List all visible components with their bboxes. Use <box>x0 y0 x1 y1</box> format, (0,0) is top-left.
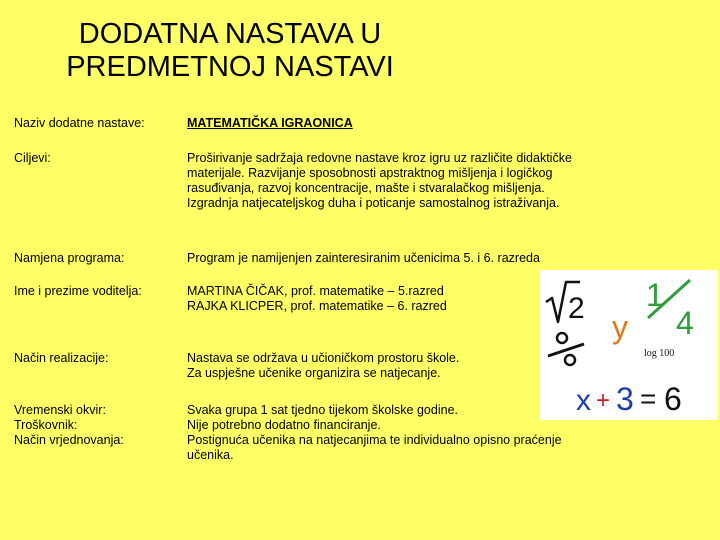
sqrt-digit: 2 <box>568 292 585 325</box>
value-line: rasuđivanja, razvoj koncentracije, mašte i stvaralačkog mišljenja. <box>187 181 545 195</box>
value-line: RAJKA KLICPER, prof. matematike – 6. razred <box>187 299 447 313</box>
letter-y: y <box>612 309 628 345</box>
row-label: Ime i prezime voditelja: <box>14 284 142 298</box>
value-line: Proširivanje sadržaja redovne nastave kroz igru uz različite didaktičke <box>187 151 572 165</box>
fraction-numerator: 1 <box>646 277 664 313</box>
row-label: Troškovnik: <box>14 418 78 432</box>
equation-equals: = <box>640 383 657 414</box>
value-line: Nastava se održava u učioničkom prostoru škole. <box>187 351 460 365</box>
value-line: Svaka grupa 1 sat tjedno tijekom školske godine. <box>187 403 458 417</box>
value-line: Za uspješne učenike organizira se natjecanje. <box>187 366 441 380</box>
percent-dot-bottom <box>565 355 575 365</box>
row-label: Način vrjednovanja: <box>14 433 124 447</box>
fraction-denominator: 4 <box>676 305 694 341</box>
title-line-2: PREDMETNOJ NASTAVI <box>66 51 394 83</box>
page-title <box>0 18 460 84</box>
value-line: učenika. <box>187 448 234 462</box>
log-text: log 100 <box>644 348 675 359</box>
equation-plus: + <box>596 387 611 414</box>
equation-six: 6 <box>664 381 682 417</box>
row-value <box>187 151 627 211</box>
value-line: Izgradnja natjecateljskog duha i poticanje samostalnog istraživanja. <box>187 196 560 210</box>
equation-x: x <box>576 384 591 417</box>
row-value: MATEMATIČKA IGRAONICA <box>187 116 353 130</box>
equation-three: 3 <box>616 381 634 417</box>
value-line: materijale. Razvijanje sposobnosti apstraktnog mišljenja i logičkog <box>187 166 553 180</box>
row-labels <box>14 403 179 448</box>
math-clipart <box>540 270 718 420</box>
percent-slash <box>548 344 584 356</box>
percent-dot-top <box>557 333 567 343</box>
row-label: Naziv dodatne nastave: <box>14 116 145 130</box>
row-label: Način realizacije: <box>14 351 109 365</box>
row-label: Namjena programa: <box>14 251 125 265</box>
value-line: MARTINA ČIČAK, prof. matematike – 5.razred <box>187 284 444 298</box>
title-line-1: DODATNA NASTAVA U <box>78 18 382 50</box>
row-label: Vremenski okvir: <box>14 403 106 417</box>
value-line: Postignuća učenika na natjecanjima te individualno opisno praćenje <box>187 433 562 447</box>
row-value: Program je namijenjen zainteresiranim učenicima 5. i 6. razreda <box>187 251 540 265</box>
row-label: Ciljevi: <box>14 151 51 165</box>
value-line: Nije potrebno dodatno financiranje. <box>187 418 381 432</box>
math-clipart-svg <box>540 270 718 420</box>
